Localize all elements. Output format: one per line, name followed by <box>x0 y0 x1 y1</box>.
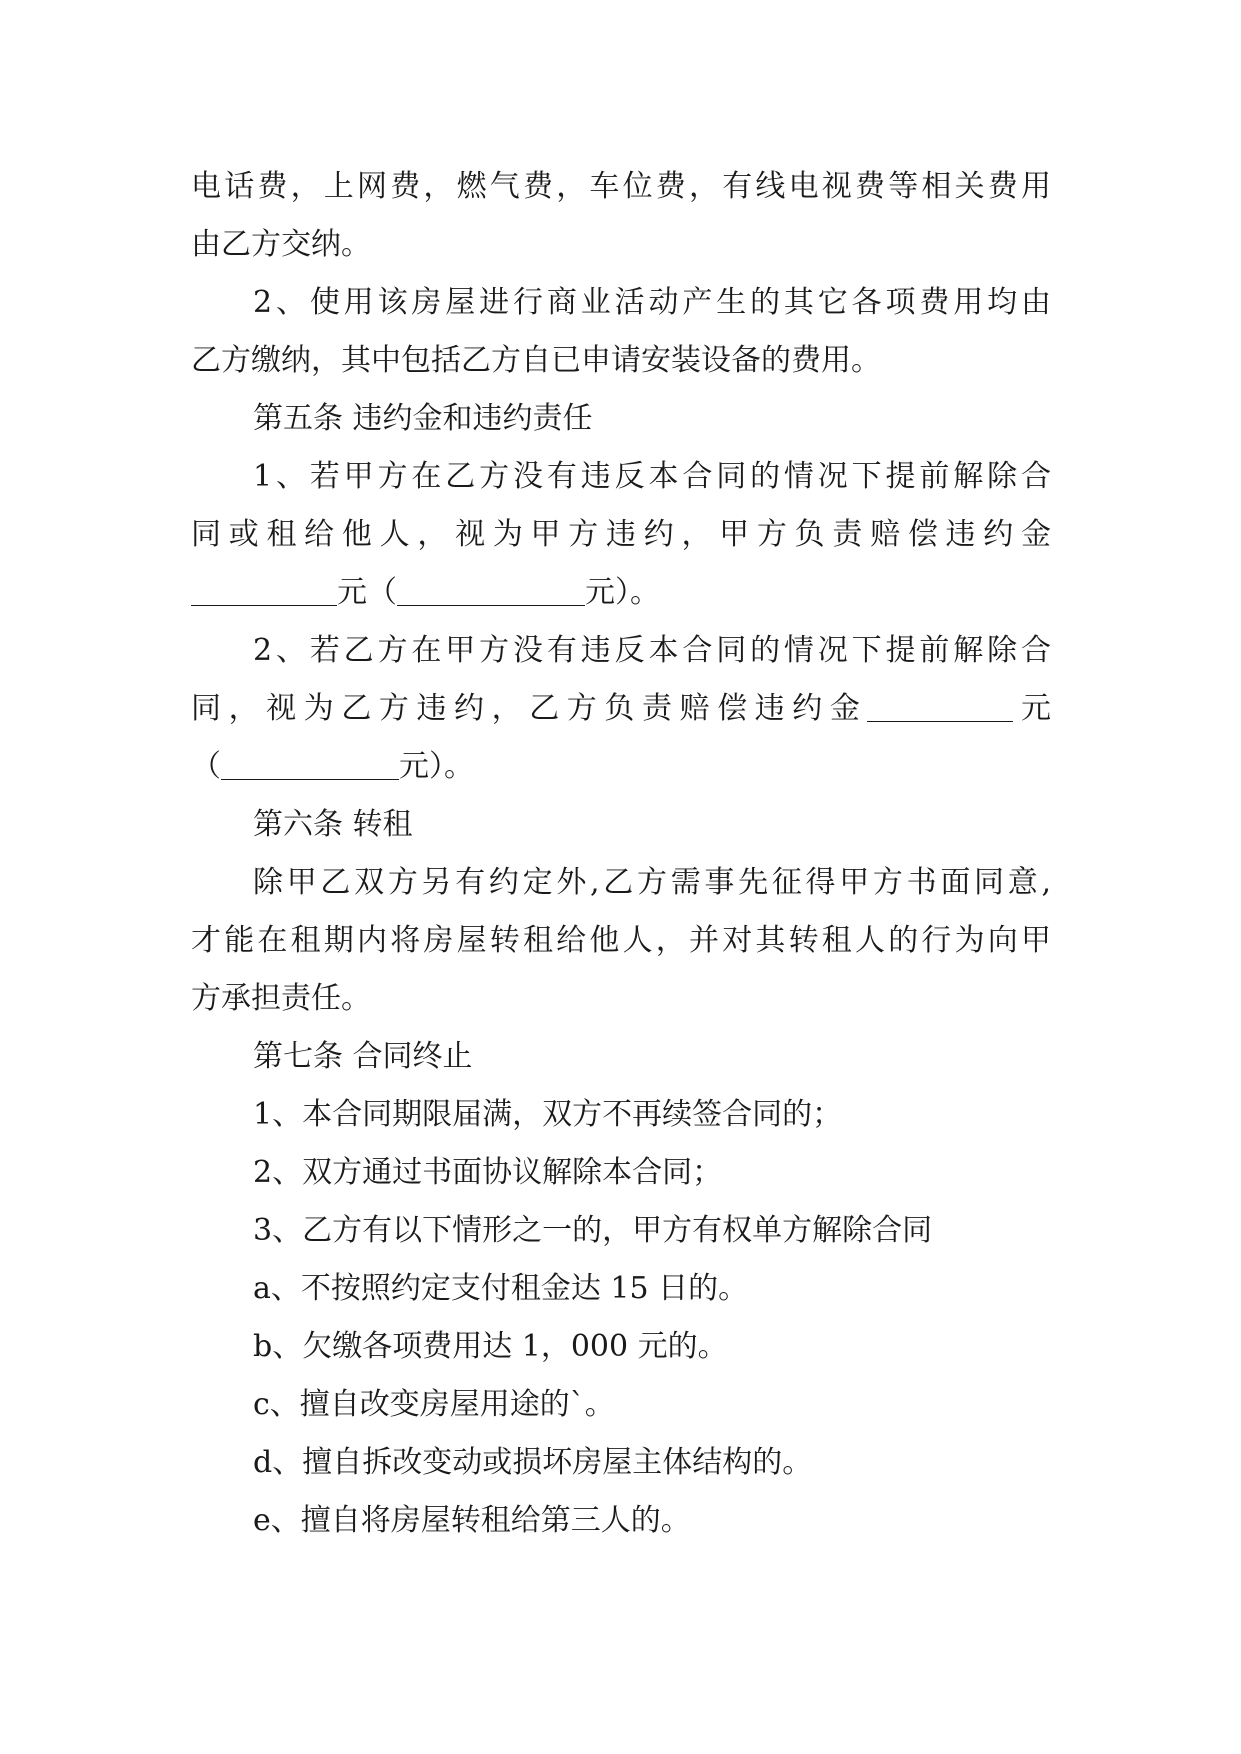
paragraph-line: 2、使用该房屋进行商业活动产生的其它各项费用均由 <box>253 285 1051 320</box>
list-item: c、擅自改变房屋用途的`。 <box>253 1387 615 1422</box>
amount-blank <box>221 749 399 780</box>
paragraph-line: 乙方缴纳，其中包括乙方自已申请安装设备的费用。 <box>191 343 881 378</box>
section-heading-7: 第七条 合同终止 <box>253 1039 473 1074</box>
section-heading-6: 第六条 转租 <box>253 807 413 842</box>
amount-blank <box>191 575 337 606</box>
paragraph-line: 同或租给他人，视为甲方违约，甲方负责赔偿违约金 <box>191 517 1051 552</box>
paragraph-line: 2、若乙方在甲方没有违反本合同的情况下提前解除合 <box>253 633 1051 668</box>
list-item: b、欠缴各项费用达 1，000 元的。 <box>253 1329 728 1364</box>
list-item: e、擅自将房屋转租给第三人的。 <box>253 1503 691 1538</box>
paragraph-line: 除甲乙双方另有约定外,乙方需事先征得甲方书面同意, <box>253 865 1051 900</box>
paragraph-line: 才能在租期内将房屋转租给他人，并对其转租人的行为向甲 <box>191 923 1051 958</box>
list-item: 1、本合同期限届满，双方不再续签合同的； <box>253 1097 843 1132</box>
amount-blank <box>397 575 585 606</box>
list-item: a、不按照约定支付租金达 15 日的。 <box>253 1271 749 1306</box>
paragraph-line: 1、若甲方在乙方没有违反本合同的情况下提前解除合 <box>253 459 1051 494</box>
list-item: 3、乙方有以下情形之一的，甲方有权单方解除合同 <box>253 1213 933 1248</box>
paragraph-line: 同，视为乙方违约，乙方负责赔偿违约金 元 <box>191 691 1051 726</box>
paragraph-line: （ 元）。 <box>191 749 474 784</box>
paragraph-line: 电话费，上网费，燃气费，车位费，有线电视费等相关费用 <box>191 169 1051 204</box>
paragraph-line: 方承担责任。 <box>191 981 371 1016</box>
paragraph-line: 元（ 元）。 <box>191 564 1051 622</box>
list-item: d、擅自拆改变动或损坏房屋主体结构的。 <box>253 1445 813 1480</box>
list-item: 2、双方通过书面协议解除本合同； <box>253 1155 723 1190</box>
paragraph-line: 由乙方交纳。 <box>191 227 371 262</box>
document-body <box>191 158 1051 1550</box>
amount-blank <box>867 691 1013 722</box>
section-heading-5: 第五条 违约金和违约责任 <box>253 401 593 436</box>
